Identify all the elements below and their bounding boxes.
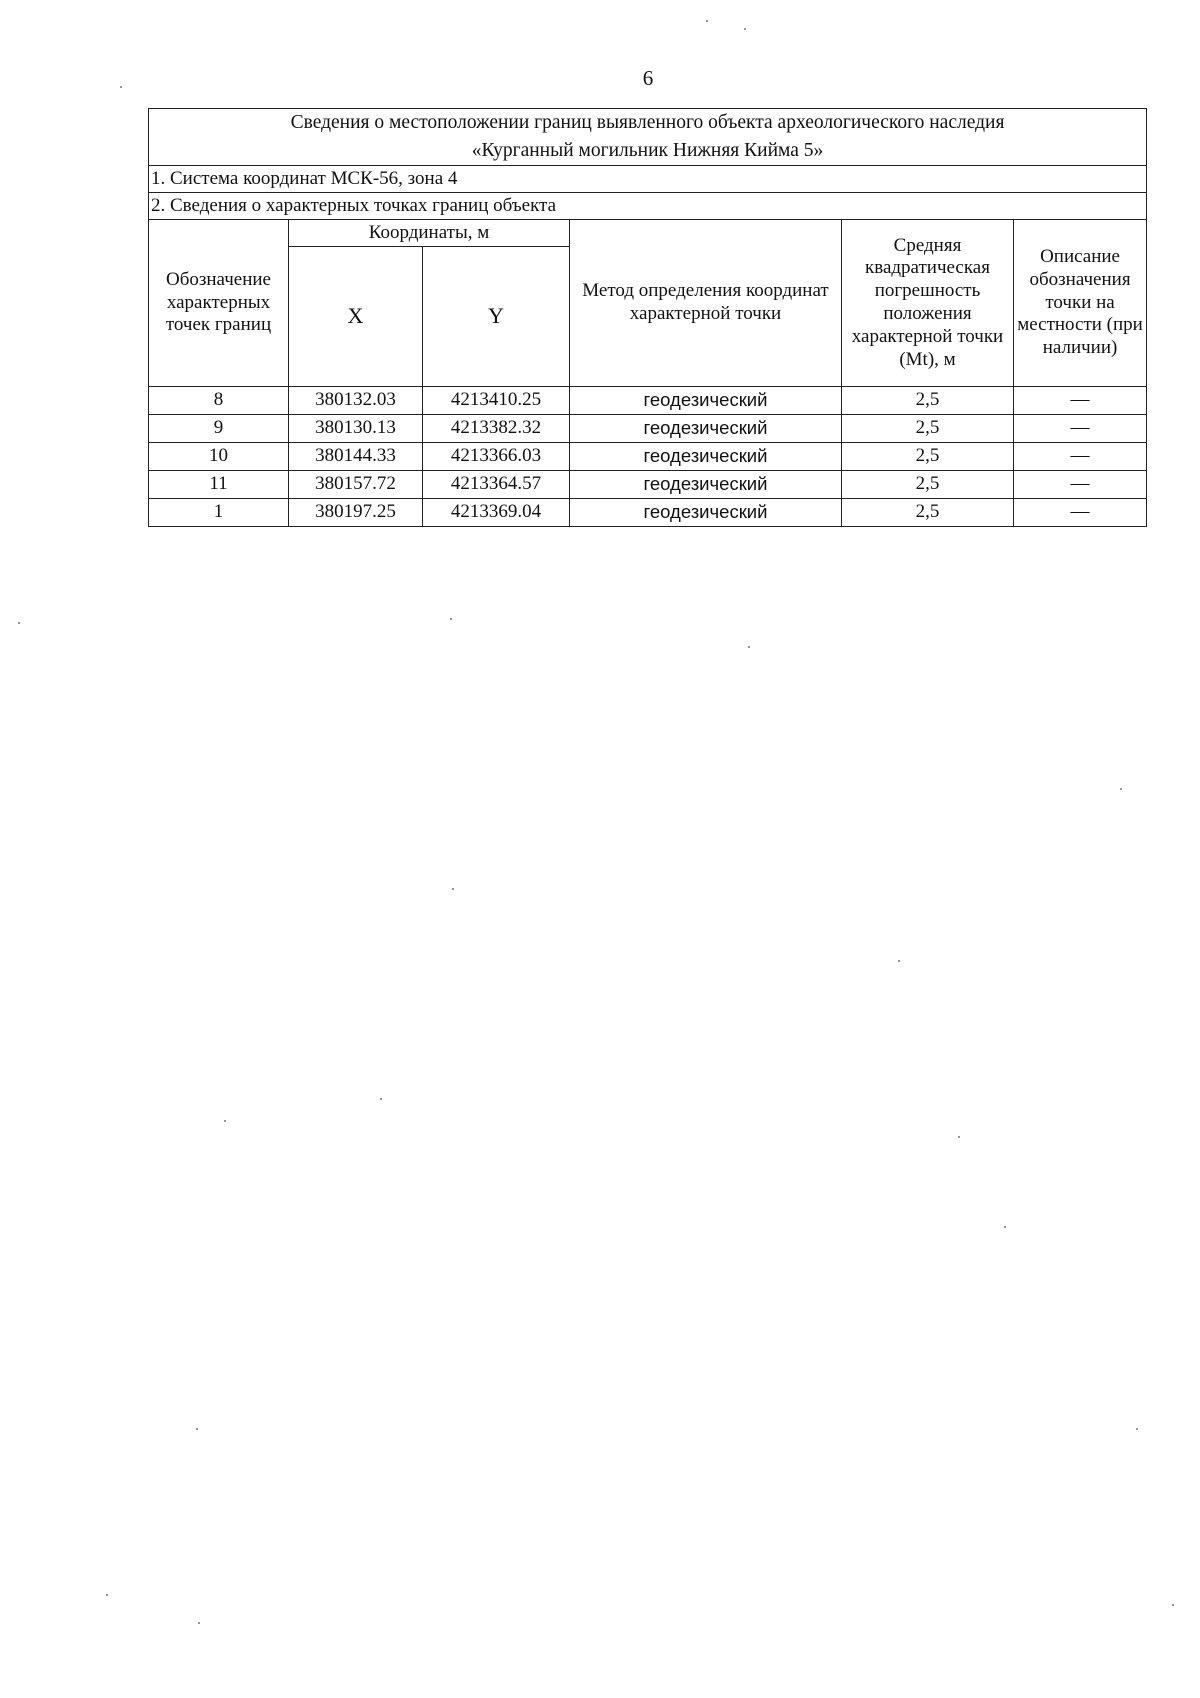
cell-x: 380132.03 <box>289 387 423 415</box>
scan-speck <box>450 618 452 620</box>
cell-description: — <box>1014 499 1147 527</box>
scan-speck <box>1120 788 1122 790</box>
header-x: X <box>289 247 423 387</box>
scan-speck <box>1136 1428 1138 1430</box>
cell-method: геодезический <box>570 499 842 527</box>
scan-speck <box>706 20 708 22</box>
cell-y: 4213382.32 <box>423 415 570 443</box>
table-row <box>149 499 1147 527</box>
cell-x: 380144.33 <box>289 443 423 471</box>
header-coords: Координаты, м <box>289 220 570 247</box>
cell-description: — <box>1014 415 1147 443</box>
cell-x: 380130.13 <box>289 415 423 443</box>
scan-speck <box>106 1594 108 1596</box>
scan-speck <box>748 646 750 648</box>
table-title-line1: Сведения о местоположении границ выявленного объекта археологического наследия <box>290 112 1005 133</box>
page-number: 6 <box>642 66 654 90</box>
cell-point: 8 <box>149 387 289 415</box>
scan-speck <box>898 960 900 962</box>
cell-method: геодезический <box>570 443 842 471</box>
cell-error: 2,5 <box>842 387 1014 415</box>
boundary-points-table <box>148 108 1147 527</box>
scan-speck <box>452 888 454 890</box>
scan-speck <box>744 28 746 30</box>
scan-speck <box>120 86 122 88</box>
table-row <box>149 443 1147 471</box>
cell-y: 4213366.03 <box>423 443 570 471</box>
cell-error: 2,5 <box>842 471 1014 499</box>
header-point-label: Обозначение характерных точек границ <box>149 220 289 387</box>
table-row <box>149 387 1147 415</box>
cell-y: 4213369.04 <box>423 499 570 527</box>
scan-speck <box>18 622 20 624</box>
header-error: Средняя квадратическая погрешность положения характерной точки (Mt), м <box>842 220 1014 387</box>
header-method: Метод определения координат характерной точки <box>570 220 842 387</box>
cell-point: 1 <box>149 499 289 527</box>
header-y: Y <box>423 247 570 387</box>
cell-description: — <box>1014 387 1147 415</box>
cell-point: 9 <box>149 415 289 443</box>
scan-speck <box>958 1136 960 1138</box>
scan-speck <box>1172 1604 1174 1606</box>
points-caption: 2. Сведения о характерных точках границ объекта <box>149 193 1147 220</box>
scan-speck <box>224 1120 226 1122</box>
table-row <box>149 471 1147 499</box>
cell-y: 4213364.57 <box>423 471 570 499</box>
scan-speck <box>198 1622 200 1624</box>
table-title-line2: «Курганный могильник Нижняя Кийма 5» <box>471 140 824 161</box>
cell-y: 4213410.25 <box>423 387 570 415</box>
cell-method: геодезический <box>570 415 842 443</box>
cell-error: 2,5 <box>842 415 1014 443</box>
cell-x: 380157.72 <box>289 471 423 499</box>
cell-description: — <box>1014 443 1147 471</box>
scan-speck <box>380 1098 382 1100</box>
cell-method: геодезический <box>570 471 842 499</box>
cell-point: 10 <box>149 443 289 471</box>
cell-point: 11 <box>149 471 289 499</box>
table-title <box>149 109 1147 166</box>
cell-error: 2,5 <box>842 443 1014 471</box>
cell-error: 2,5 <box>842 499 1014 527</box>
coord-system: 1. Система координат МСК-56, зона 4 <box>149 166 1147 193</box>
header-description: Описание обозначения точки на местности (при наличии) <box>1014 220 1147 387</box>
scan-speck <box>1004 1226 1006 1228</box>
cell-x: 380197.25 <box>289 499 423 527</box>
scan-speck <box>196 1428 198 1430</box>
cell-description: — <box>1014 471 1147 499</box>
table-row <box>149 415 1147 443</box>
cell-method: геодезический <box>570 387 842 415</box>
